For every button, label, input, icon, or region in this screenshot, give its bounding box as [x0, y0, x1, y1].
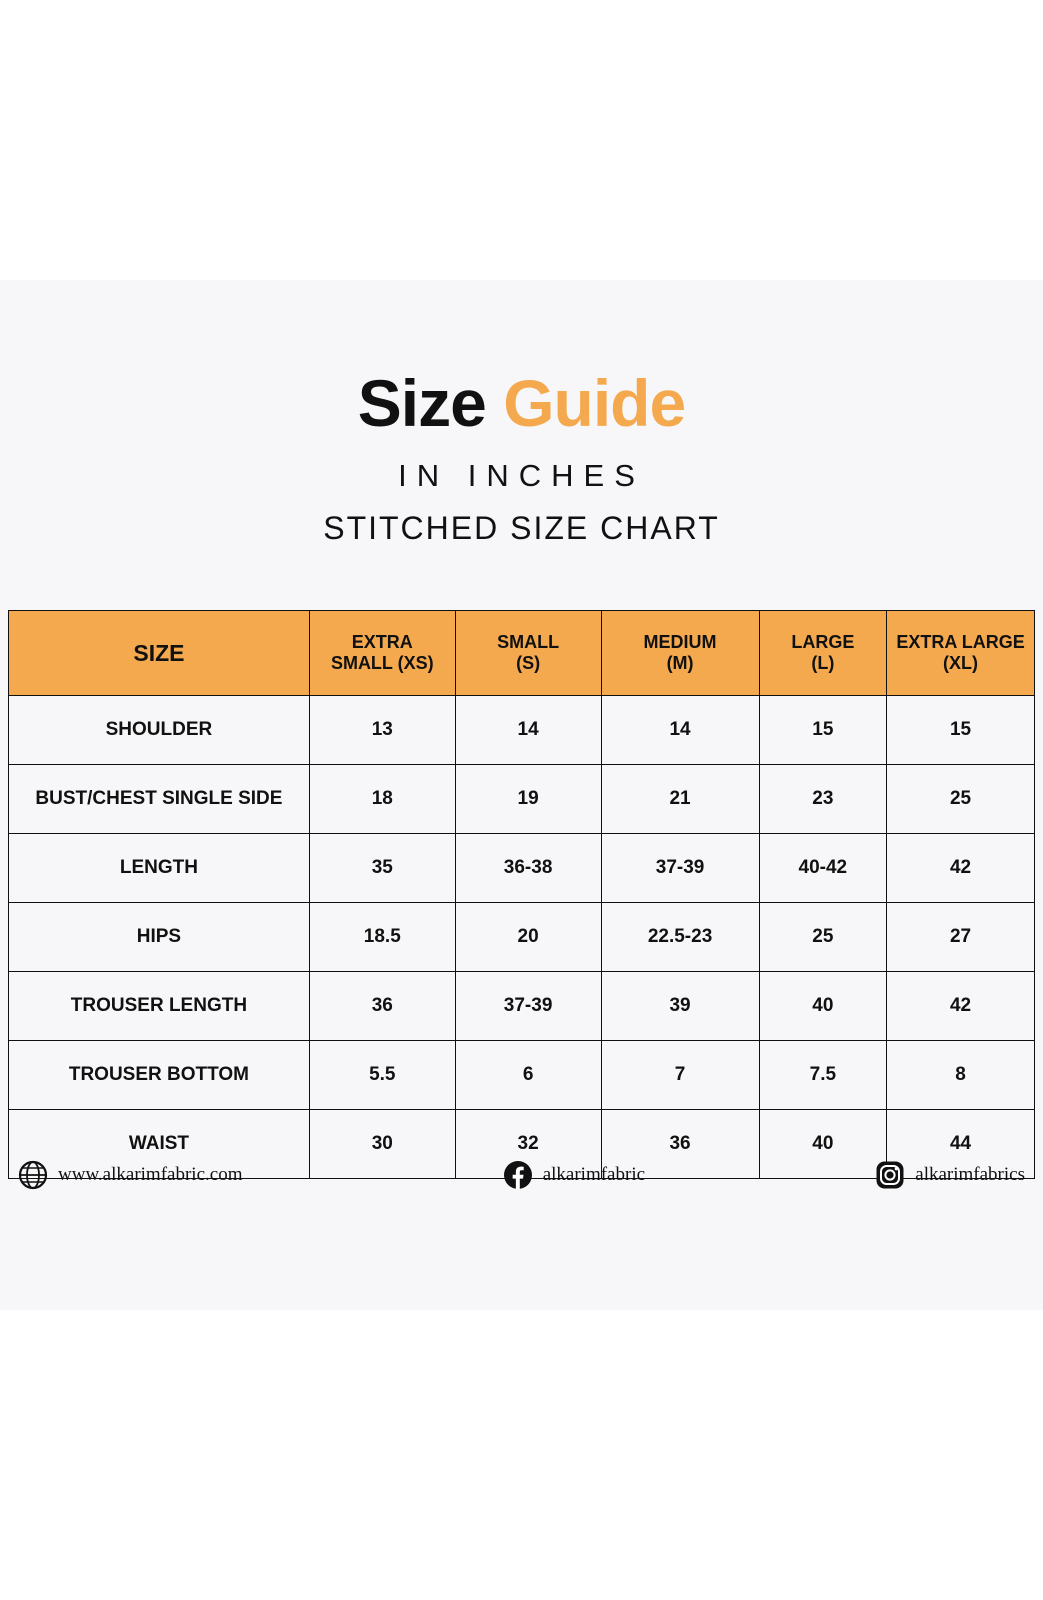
table-row [9, 972, 1035, 1041]
cell-waist-s: 32 [455, 1110, 601, 1179]
row-label-bust-chest: BUST/CHEST SINGLE SIDE [9, 765, 310, 834]
page-subtitle-secondary: STITCHED SIZE CHART [323, 510, 720, 546]
cell-shoulder-s: 14 [455, 696, 601, 765]
footer-website[interactable] [18, 1160, 242, 1190]
cell-hips-l: 25 [759, 903, 886, 972]
footer-instagram[interactable] [875, 1160, 1025, 1190]
globe-icon [18, 1160, 48, 1190]
column-header-xs [309, 611, 455, 696]
cell-length-l: 40-42 [759, 834, 886, 903]
size-chart-table [8, 610, 1035, 1179]
cell-shoulder-xs: 13 [309, 696, 455, 765]
cell-hips-m: 22.5-23 [601, 903, 759, 972]
column-header-xl-line1: EXTRA LARGE [896, 632, 1025, 653]
cell-length-s: 36-38 [455, 834, 601, 903]
footer-facebook-label: alkarimfabric [542, 1164, 646, 1185]
cell-waist-l: 40 [759, 1110, 886, 1179]
cell-length-m: 37-39 [601, 834, 759, 903]
row-label-waist: WAIST [9, 1110, 310, 1179]
cell-trouser-bottom-l: 7.5 [759, 1041, 886, 1110]
cell-bust-l: 23 [759, 765, 886, 834]
instagram-icon [875, 1160, 905, 1190]
cell-waist-xs: 30 [309, 1110, 455, 1179]
cell-bust-xl: 25 [887, 765, 1035, 834]
size-guide-card [0, 280, 1043, 1310]
column-header-xs-line1: EXTRA [351, 632, 413, 653]
table-header-row [9, 611, 1035, 696]
table-row [9, 696, 1035, 765]
column-header-l-line2: (L) [811, 653, 835, 673]
cell-shoulder-l: 15 [759, 696, 886, 765]
column-header-m-line1: MEDIUM [643, 632, 717, 653]
cell-trouser-bottom-xs: 5.5 [309, 1041, 455, 1110]
footer [0, 1160, 1043, 1190]
cell-shoulder-xl: 15 [887, 696, 1035, 765]
page-title-part2: Guide [503, 366, 686, 440]
column-header-l-line1: LARGE [791, 632, 855, 653]
column-header-xs-line2: SMALL (XS) [330, 653, 434, 673]
cell-trouser-length-s: 37-39 [455, 972, 601, 1041]
footer-instagram-label: alkarimfabrics [915, 1164, 1025, 1185]
table-header [9, 611, 1035, 696]
cell-length-xs: 35 [309, 834, 455, 903]
column-header-xl [887, 611, 1035, 696]
table-row [9, 765, 1035, 834]
cell-bust-xs: 18 [309, 765, 455, 834]
table-body [9, 696, 1035, 1179]
row-label-length: LENGTH [9, 834, 310, 903]
facebook-icon [503, 1160, 533, 1190]
row-label-trouser-length: TROUSER LENGTH [9, 972, 310, 1041]
column-header-m [601, 611, 759, 696]
table-row [9, 1041, 1035, 1110]
cell-shoulder-m: 14 [601, 696, 759, 765]
page-title-part1: Size [357, 366, 504, 440]
table-row [9, 834, 1035, 903]
row-label-shoulder: SHOULDER [9, 696, 310, 765]
row-label-trouser-bottom: TROUSER BOTTOM [9, 1041, 310, 1110]
cell-trouser-bottom-xl: 8 [887, 1041, 1035, 1110]
cell-hips-xs: 18.5 [309, 903, 455, 972]
column-header-s-line2: (S) [516, 653, 541, 673]
cell-trouser-bottom-m: 7 [601, 1041, 759, 1110]
cell-bust-s: 19 [455, 765, 601, 834]
cell-hips-s: 20 [455, 903, 601, 972]
row-label-hips: HIPS [9, 903, 310, 972]
header-block [0, 280, 1043, 547]
cell-length-xl: 42 [887, 834, 1035, 903]
cell-trouser-length-m: 39 [601, 972, 759, 1041]
column-header-size: SIZE [9, 611, 310, 696]
footer-website-label: www.alkarimfabric.com [58, 1164, 243, 1185]
cell-hips-xl: 27 [887, 903, 1035, 972]
table-row [9, 903, 1035, 972]
cell-waist-xl: 44 [887, 1110, 1035, 1179]
cell-waist-m: 36 [601, 1110, 759, 1179]
page-title [0, 366, 1043, 440]
cell-trouser-length-xs: 36 [309, 972, 455, 1041]
cell-bust-m: 21 [601, 765, 759, 834]
footer-facebook[interactable] [503, 1160, 645, 1190]
column-header-s-line1: SMALL [497, 632, 560, 653]
cell-trouser-length-xl: 42 [887, 972, 1035, 1041]
column-header-m-line2: (M) [666, 653, 694, 673]
page-subtitle: IN INCHES [398, 458, 645, 493]
column-header-l [759, 611, 886, 696]
cell-trouser-bottom-s: 6 [455, 1041, 601, 1110]
cell-trouser-length-l: 40 [759, 972, 886, 1041]
column-header-s [455, 611, 601, 696]
column-header-xl-line2: (XL) [943, 653, 979, 673]
